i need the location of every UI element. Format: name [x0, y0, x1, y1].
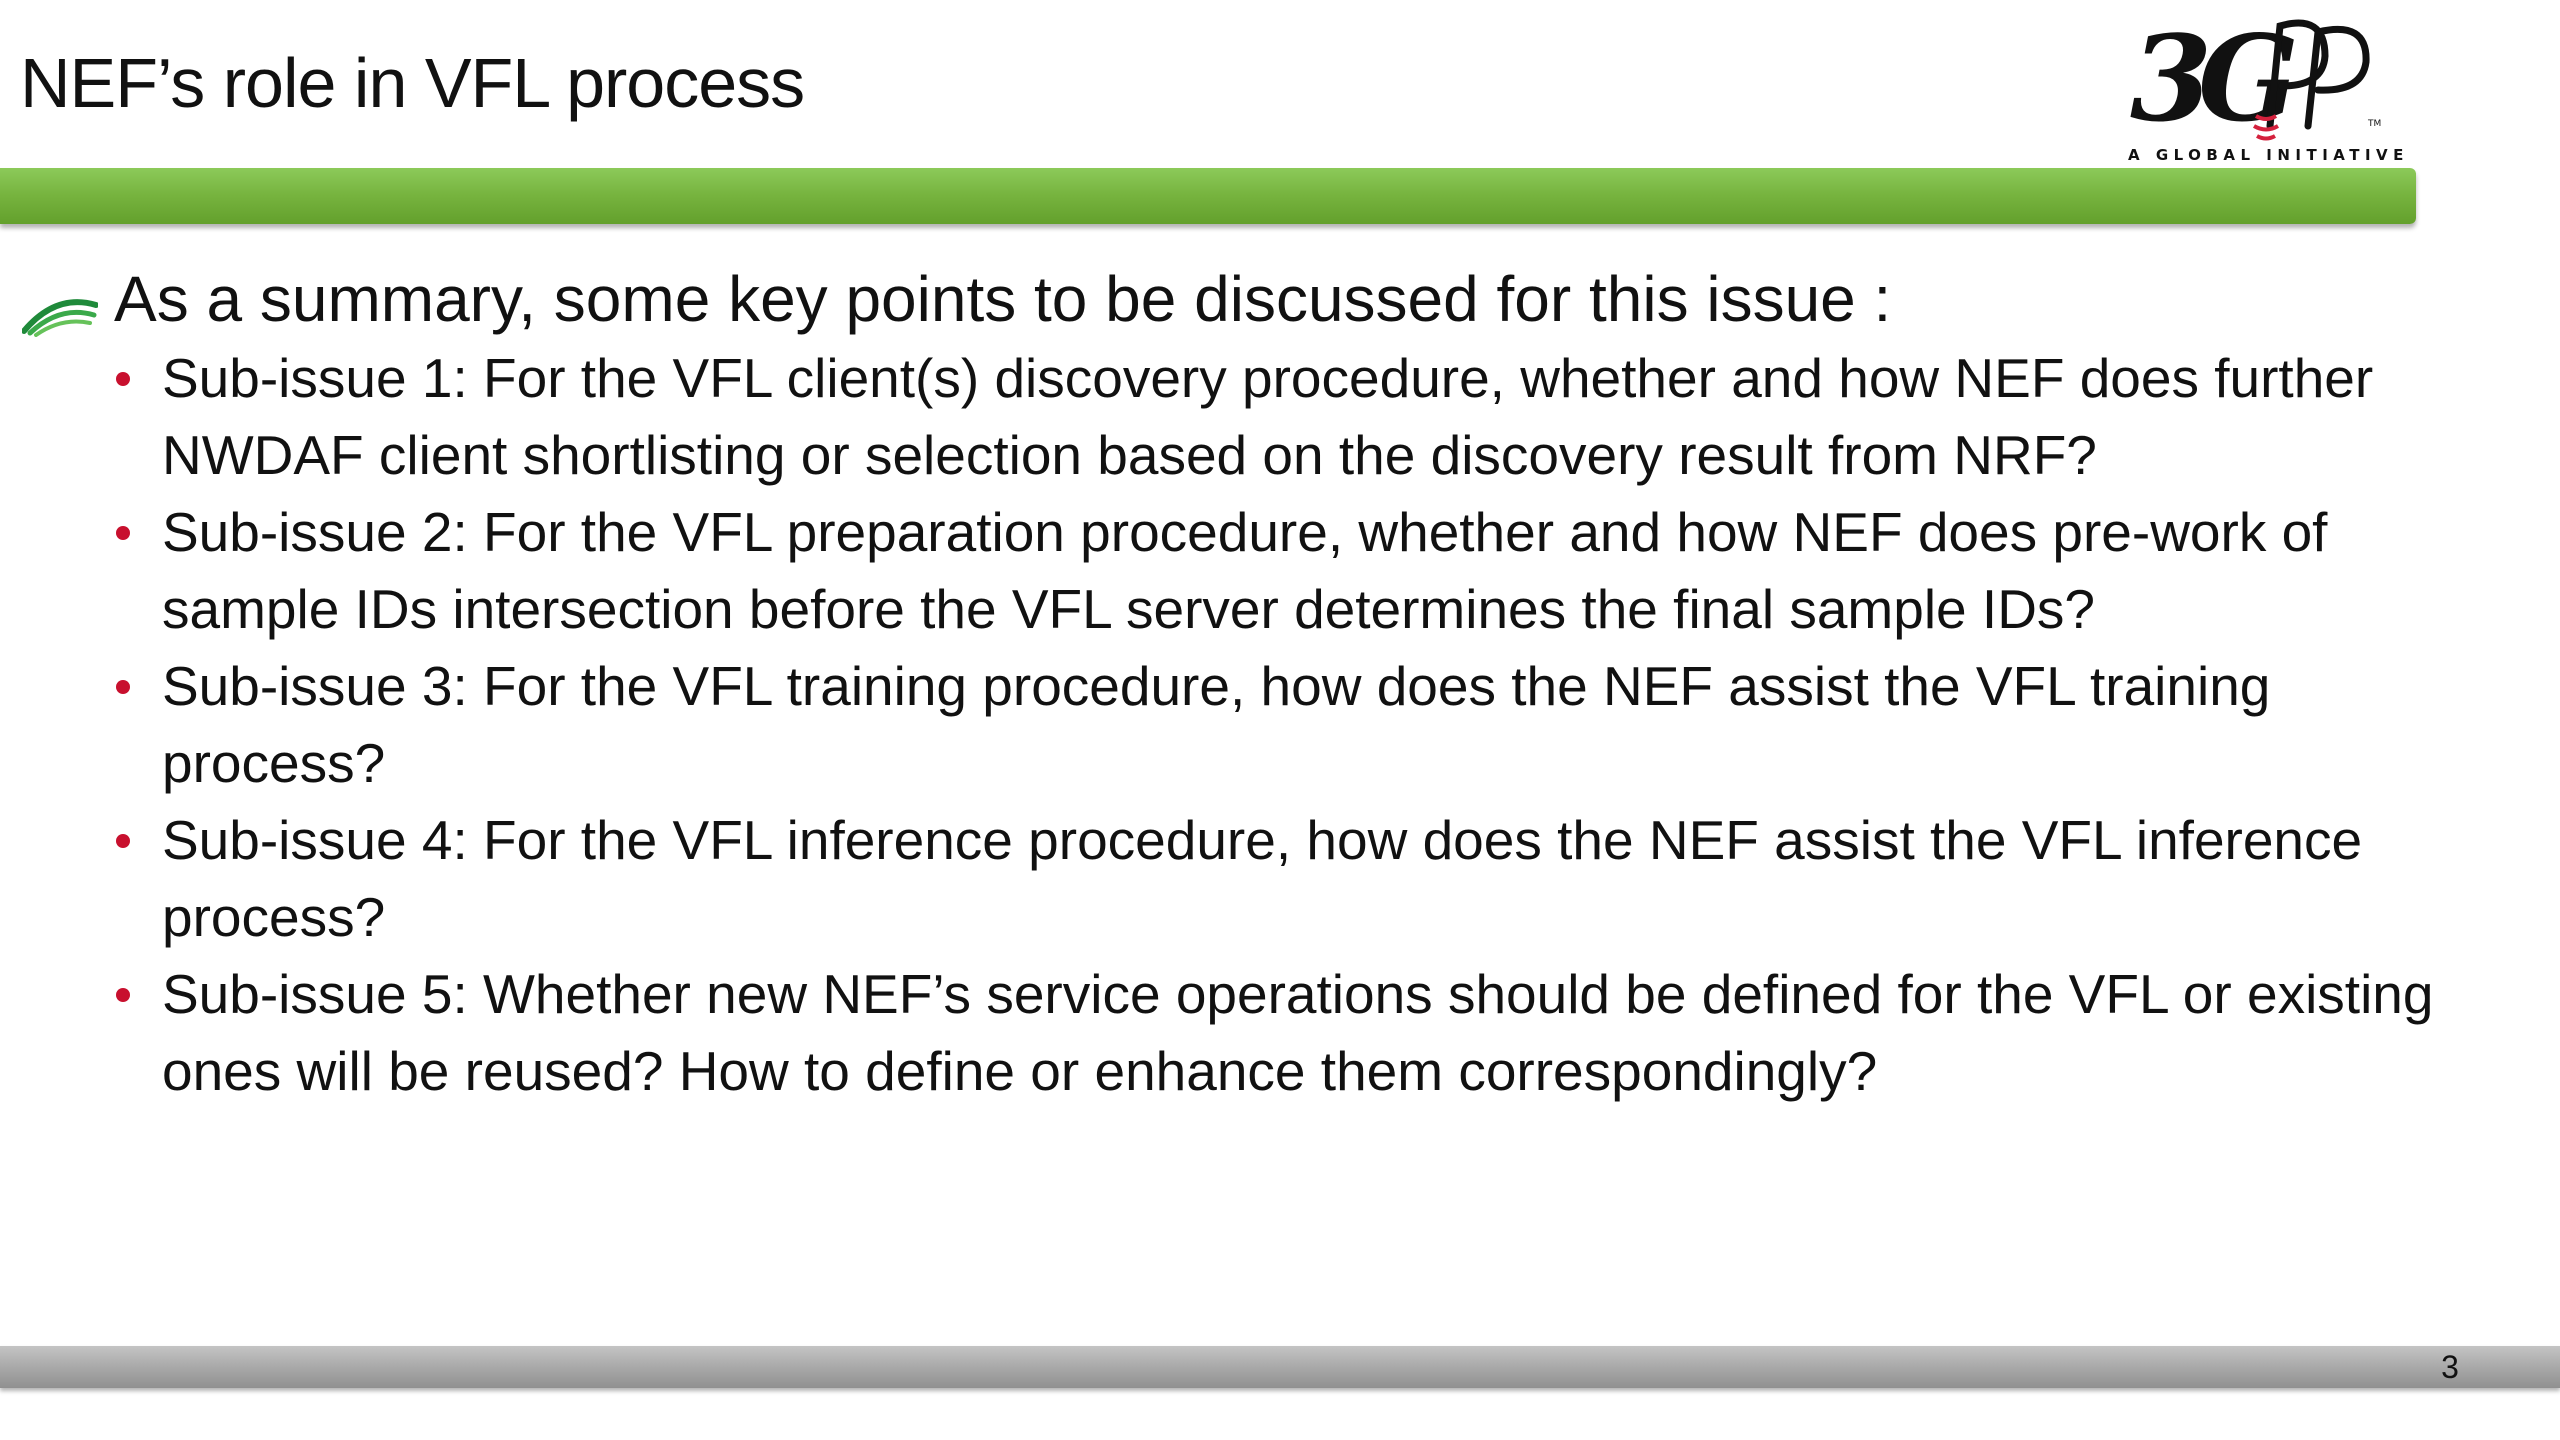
main-point-text: As a summary, some key points to be discussed for this issue : — [114, 263, 1892, 335]
sub-issue-text: Sub-issue 4: For the VFL inference procedure, how does the NEF assist the VFL inference process? — [162, 809, 2363, 948]
list-item — [0, 956, 2520, 1110]
svg-text:TM: TM — [2368, 119, 2382, 129]
logo-tagline: A GLOBAL INITIATIVE — [2128, 146, 2409, 164]
red-bullet-icon — [116, 372, 130, 386]
slide-title: NEF’s role in VFL process — [20, 44, 805, 122]
sub-issue-list — [0, 340, 2520, 1110]
green-swoosh-icon — [22, 274, 98, 322]
footer-bar — [0, 1346, 2560, 1388]
list-item — [0, 494, 2520, 648]
sub-issue-text: Sub-issue 2: For the VFL preparation procedure, whether and how NEF does pre-work of sample IDs intersection before the VFL server determines the final sample IDs? — [162, 501, 2328, 640]
red-bullet-icon — [116, 680, 130, 694]
sub-issue-text: Sub-issue 5: Whether new NEF’s service operations should be defined for the VFL or existing ones will be reused? How to define or enhance them correspondingly? — [162, 963, 2434, 1102]
slide-content — [0, 258, 2520, 1110]
red-bullet-icon — [116, 526, 130, 540]
list-item — [0, 648, 2520, 802]
red-bullet-icon — [116, 988, 130, 1002]
svg-text:3G: 3G — [2130, 9, 2285, 148]
red-bullet-icon — [116, 834, 130, 848]
list-item — [0, 802, 2520, 956]
list-item — [0, 340, 2520, 494]
3gpp-logo — [2120, 8, 2410, 168]
sub-issue-text: Sub-issue 3: For the VFL training procedure, how does the NEF assist the VFL training process? — [162, 655, 2271, 794]
main-point — [0, 258, 2520, 340]
page-number: 3 — [2441, 1349, 2459, 1385]
title-underline-bar — [0, 168, 2416, 224]
sub-issue-text: Sub-issue 1: For the VFL client(s) discovery procedure, whether and how NEF does further NWDAF client shortlisting or selection based on the discovery result from NRF? — [162, 347, 2374, 486]
